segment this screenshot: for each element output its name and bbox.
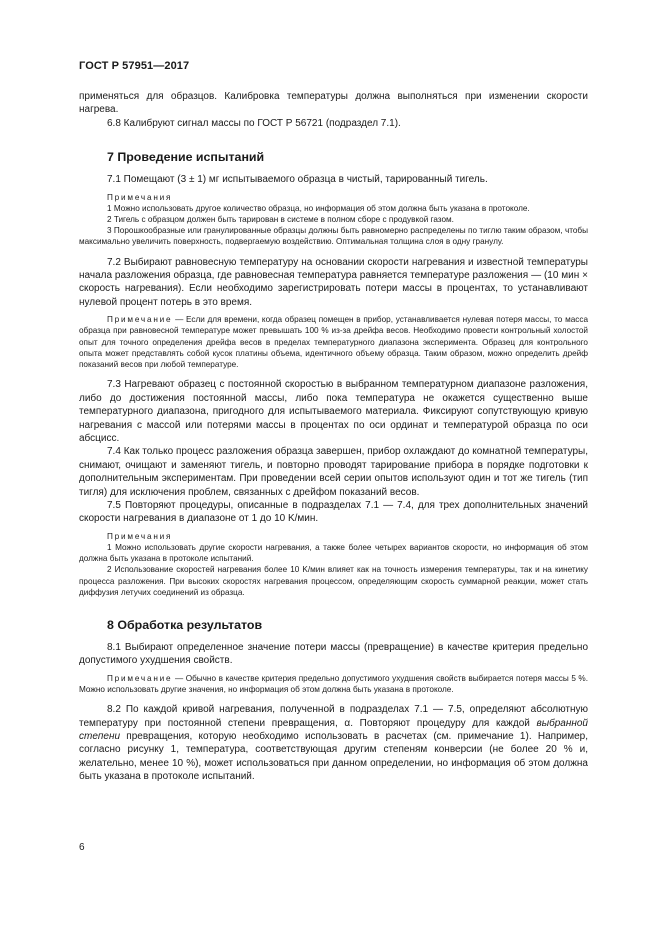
italic-emphasis: выбранной степени — [79, 717, 588, 742]
notes-label: Примечания — [107, 192, 173, 202]
document-body — [79, 90, 588, 784]
note-text: — Если для времени, когда образец помещен в прибор, устанавливается нулевая потеря массы, то масса образца при равновесной температуре может превышать 100 % из-за дрейфа весов. Необходимо провести контрольный холостой опыт для точного определения дрейфа весов в пределах температурного диапазона эксперимента. Образец для контрольного опыта может представлять собой кусок платины объема, идентичного объему образца. Таким образом, можно определить дрейф показаний весов при любой температуре. — [79, 315, 588, 370]
note-7-5-1: 1 Можно использовать другие скорости нагревания, а также более четырех вариантов скорости, но информация об этом должна быть указана в протоколе испытаний. — [79, 542, 588, 564]
note-7-2 — [79, 314, 588, 370]
note-text: — Обычно в качестве критерия предельно допустимого ухудшения свойств выбирается потеря массы 5 %. Можно использовать другие значения, но информация об этом должна быть указана в протоколе. — [79, 673, 588, 694]
notes-label: Примечания — [107, 531, 173, 541]
paragraph-7-2: 7.2 Выбирают равновесную температуру на основании скорости нагревания и известной температуры начала разложения образца, где равновесная температура равняется температуре разложения — (10 мин × скорость нагревания). Если необходимо зарегистрировать потери массы в процентах, то устанавливают нулевой процент потерь в это время. — [79, 256, 588, 308]
note-8-1 — [79, 673, 588, 695]
note-7-1-2: 2 Тигель с образцом должен быть тарирован в системе в полном сборе с продувкой газом. — [107, 215, 454, 225]
paragraph-7-5: 7.5 Повторяют процедуры, описанные в подразделах 7.1 — 7.4, для трех дополнительных значений скорости нагревания в диапазоне от 1 до 10 K/мин. — [79, 499, 588, 525]
paragraph-6-8: 6.8 Калибруют сигнал массы по ГОСТ Р 56721 (подраздел 7.1). — [107, 117, 401, 129]
note-7-1-3: 3 Порошкообразные или гранулированные образцы должны быть равномерно распределены по тиглю таким образом, чтобы максимально увеличить поверхность, подвергаемую воздействию. Оптимальная толщина слоя в одну гранулу. — [79, 226, 588, 247]
paragraph-8-2: 8.2 По каждой кривой нагревания, полученной в подразделах 7.1 — 7.5, определяют абсолютную температуру при постоянной степени превращения, α. Повторяют процедуру для каждой выбранной степени превращения, которую необходимо использовать в расчетах (см. примечание 1). Например, согласно рисунку 1, температура, соответствующая другим степеням конверсии (не более 20 % и, желательно, менее 10 %), может использоваться при данном определении, но информация об этом должна быть указана в протоколе испытаний. — [79, 704, 588, 783]
paragraph-7-4: 7.4 Как только процесс разложения образца завершен, прибор охлаждают до комнатной температуры, снимают, очищают и заменяют тигель, и повторно проводят тарирование прибора в порядке подготовки к дополнительным экспериментам. При проведении всей серии опытов используют один и тот же тигель (тип тигля) для исключения проблем, связанных с дрейфом показаний весов. — [79, 446, 588, 498]
note-label: Примечание — [107, 315, 173, 325]
intro-paragraph: применяться для образцов. Калибровка температуры должна выполняться при изменении скорости нагрева. — [79, 91, 588, 116]
paragraph-7-3: 7.3 Нагревают образец с постоянной скоростью в выбранном температурном диапазоне разложения, либо до достижения постоянной массы, либо пока температура не окажется существенно выше температурного диапазона, пригодного для испытываемого материала. Фиксируют сопутствующую кривую нагревания с массой или потерями массы в процентах по оси ординат и температурой образца по оси абсцисс. — [79, 379, 588, 444]
note-label: Примечание — [107, 673, 173, 683]
page-number: 6 — [79, 842, 85, 853]
document-header: ГОСТ Р 57951—2017 — [79, 60, 190, 72]
paragraph-7-1: 7.1 Помещают (3 ± 1) мг испытываемого образца в чистый, тарированный тигель. — [107, 174, 488, 186]
note-7-5-2: 2 Использование скоростей нагревания более 10 K/мин влияет как на точность измерения температуры, так и на кинетику процесса разложения. При высоких скоростях нагревания процессом, определяющим скорость суммарной реакции, может стать диффузия летучих соединений из образца. — [79, 565, 588, 597]
section-7-title: 7 Проведение испытаний — [107, 150, 265, 165]
section-8-title: 8 Обработка результатов — [107, 617, 263, 632]
note-7-1-1: 1 Можно использовать другое количество образца, но информация об этом должна быть указана в протоколе. — [107, 203, 530, 213]
paragraph-8-1: 8.1 Выбирают определенное значение потери массы (превращение) в качестве критерия предельно допустимого ухудшения свойств. — [79, 641, 588, 667]
